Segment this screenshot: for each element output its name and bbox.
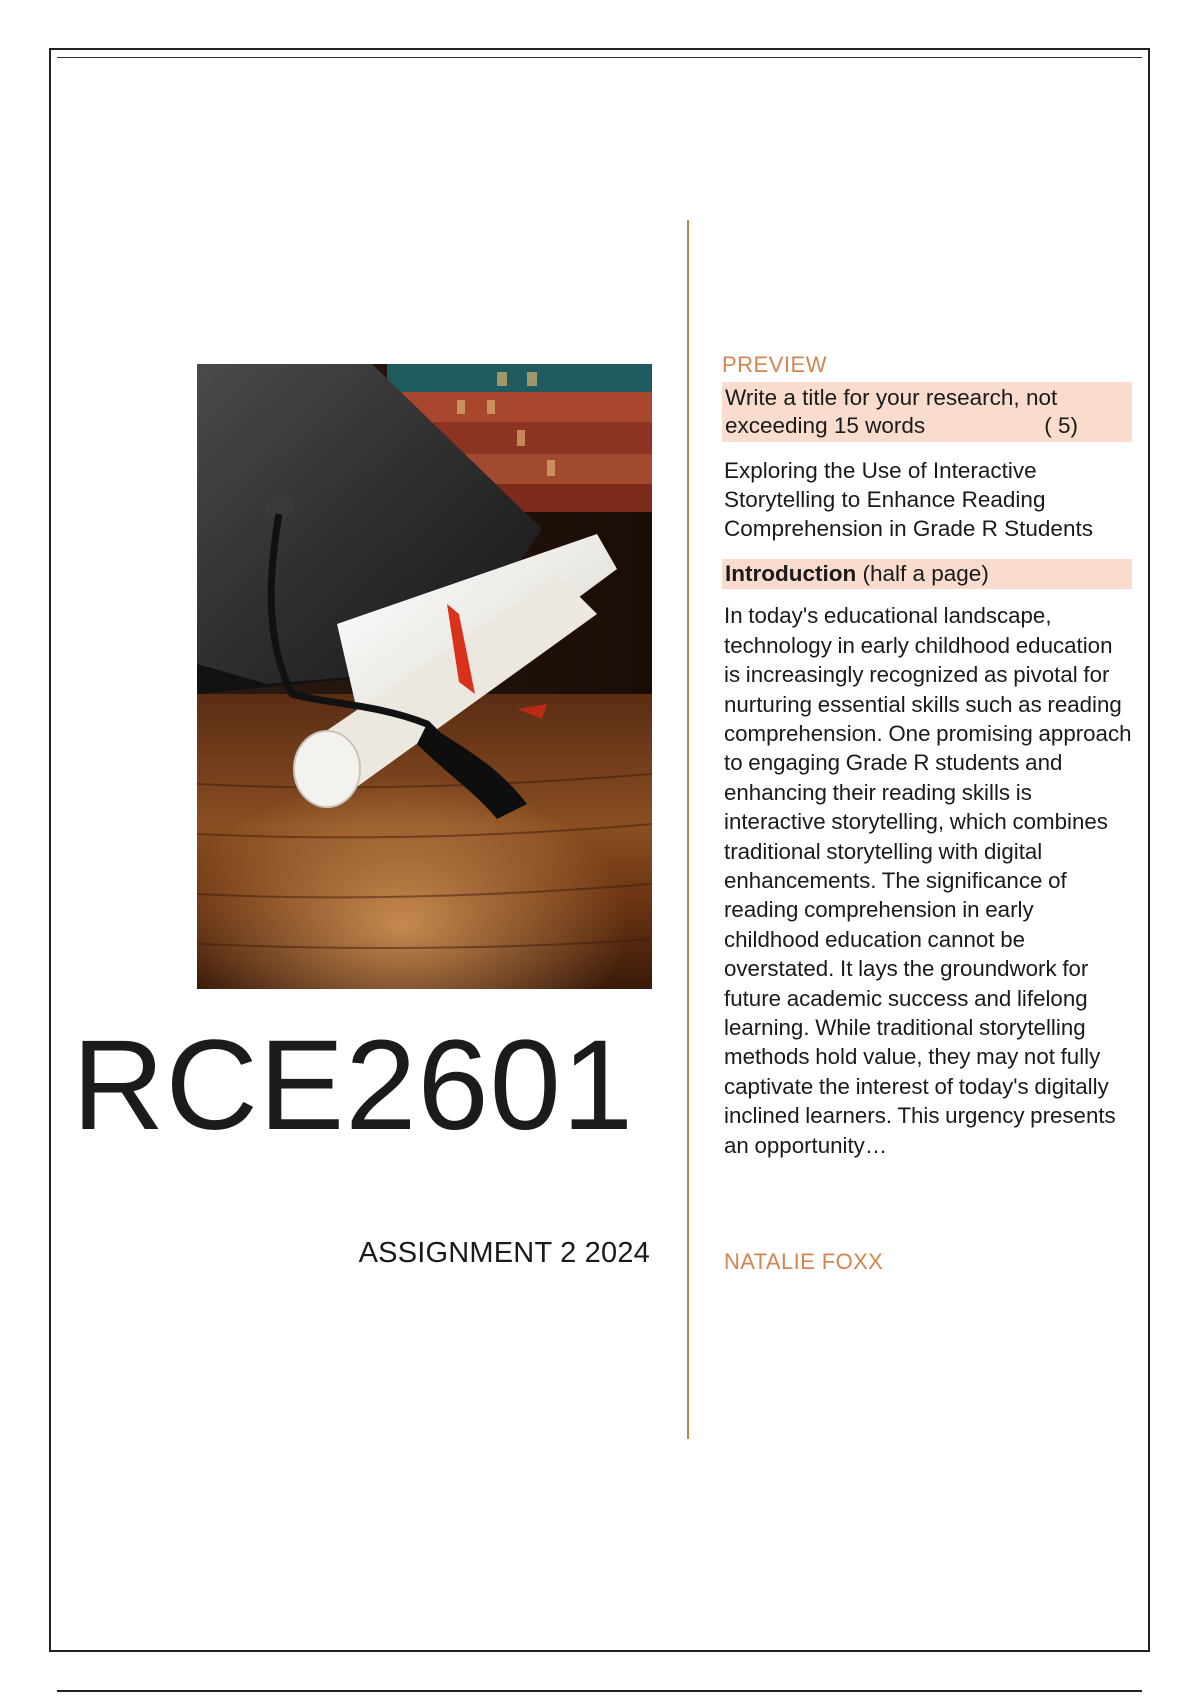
introduction-text: In today's educational landscape, technology in early childhood education is increasingly recognized as pivotal for nurturing essential skills such as reading comprehension. One promising approach to engaging Grade R students and enhancing their reading skills is interactive storytelling, which combines traditional storytelling with digital enhancements. The significance of reading comprehension in early childhood education cannot be overstated. It lays the groundwork for future academic success and lifelong learning. While traditional storytelling methods hold value, they may not fully captivate the interest of today's digitally inclined learners. This urgency presents an opportunity… [724,603,1132,1158]
question-marks: ( 5) [1044,413,1078,439]
section-heading-bold: Introduction [725,561,857,587]
question-box [722,382,1132,442]
preview-label: PREVIEW [722,352,827,377]
column-divider [687,220,689,1439]
bottom-rule [57,1690,1142,1692]
graduation-photo [197,364,652,989]
section-heading [722,559,1132,589]
question-line-2-row [725,412,1128,440]
course-code: RCE2601 [72,1014,634,1157]
question-line-2: exceeding 15 words [725,413,926,439]
top-rule [57,57,1142,58]
assignment-label: ASSIGNMENT 2 2024 [358,1237,650,1269]
question-line-1: Write a title for your research, not [725,385,1058,411]
author-name: NATALIE FOXX [724,1249,884,1274]
preview-panel [722,352,1132,1160]
section-heading-note: (half a page) [856,561,989,587]
research-title: Exploring the Use of Interactive Storytelling to Enhance Reading Comprehension in Grade R Students [724,458,1093,542]
